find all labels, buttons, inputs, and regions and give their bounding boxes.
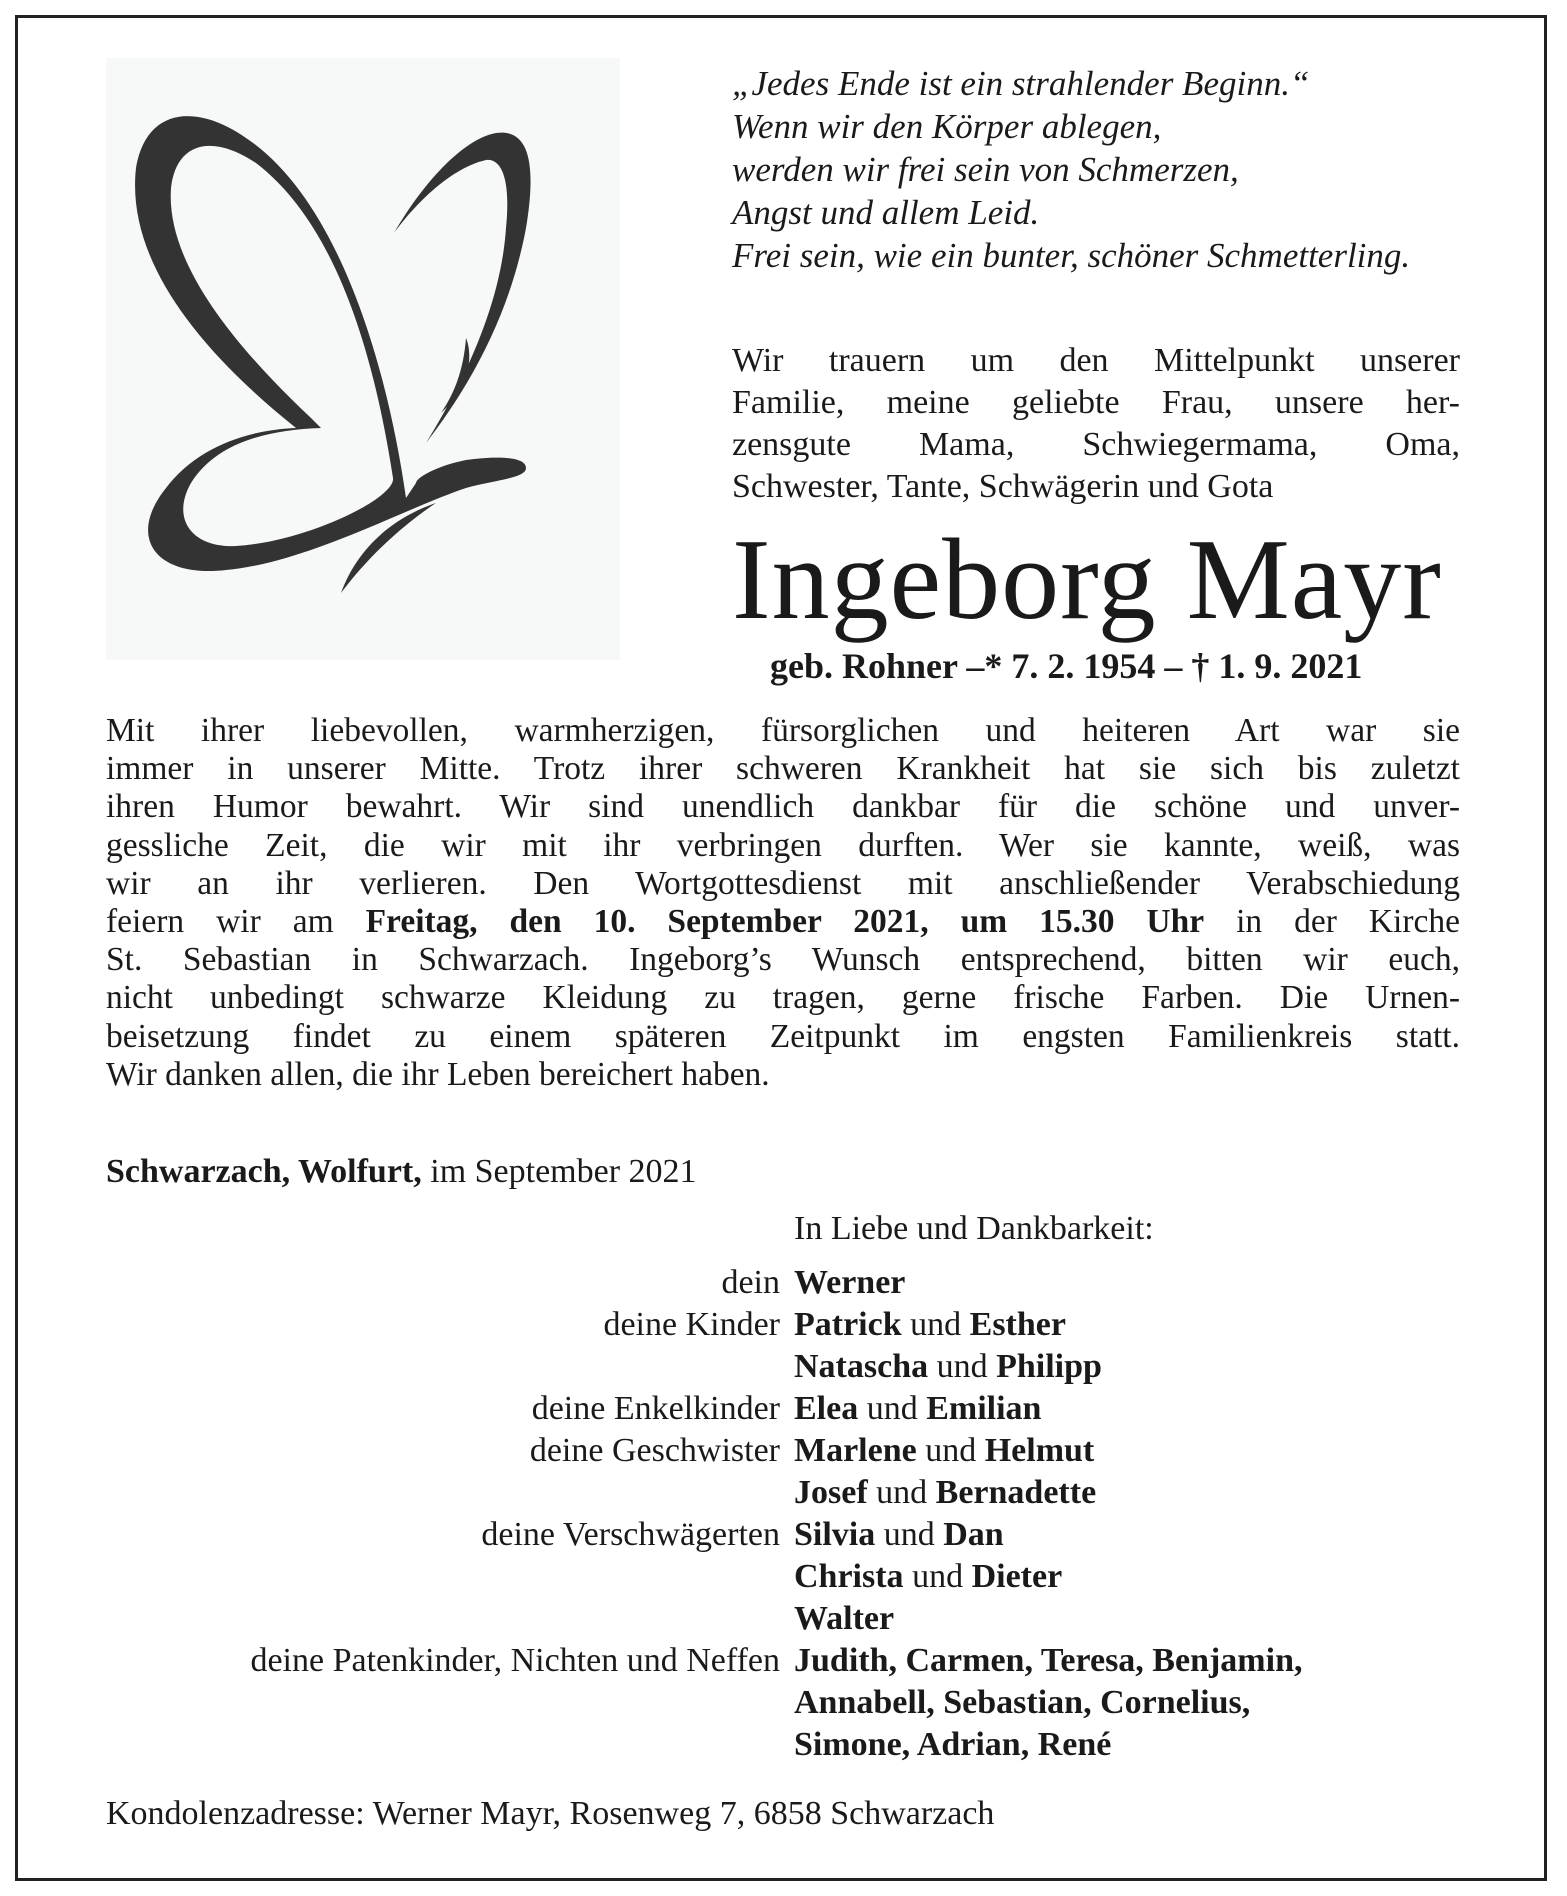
mourner-name: Silvia — [794, 1516, 876, 1553]
body-line: immer in unserer Mitte. Trotz ihrer schweren Krankheit hat sie sich bis zuletzt — [106, 750, 1460, 788]
body-line: nicht unbedingt schwarze Kleidung zu tragen, gerne frische Farben. Die Urnen- — [106, 979, 1460, 1017]
signature-row — [0, 1304, 1567, 1346]
mourner-names — [794, 1346, 1102, 1388]
intro-line: Schwester, Tante, Schwägerin und Gota — [732, 468, 1274, 505]
mourner-name: Josef — [794, 1474, 868, 1511]
signature-row — [0, 1346, 1567, 1388]
body-line: ihren Humor bewahrt. Wir sind unendlich dankbar für die schöne und unver- — [106, 788, 1460, 826]
mourner-name: Simone, Adrian, René — [794, 1726, 1112, 1763]
quote-line: werden wir frei sein von Schmerzen, — [732, 150, 1239, 189]
conjunction: und — [867, 1474, 936, 1511]
birth-death-dates: geb. Rohner –* 7. 2. 1954 – † 1. 9. 2021 — [770, 646, 1363, 686]
mourner-name: Christa — [794, 1558, 904, 1595]
quote-line: Wenn wir den Körper ablegen, — [732, 107, 1162, 146]
mourner-names — [794, 1724, 1111, 1766]
mourner-name: Esther — [969, 1306, 1066, 1343]
mourner-name: Annabell, Sebastian, Cornelius, — [794, 1684, 1251, 1721]
body-line: gessliche Zeit, die wir mit ihr verbringen durften. Wer sie kannte, weiß, was — [106, 826, 1460, 864]
mourner-names — [794, 1304, 1066, 1346]
mourner-names — [794, 1556, 1062, 1598]
signature-row — [0, 1472, 1567, 1514]
signature-row — [0, 1430, 1567, 1472]
body-line: Wir danken allen, die ihr Leben bereichert haben. — [106, 1055, 770, 1093]
quote — [732, 62, 1532, 277]
relation-label: deine Enkelkinder — [531, 1390, 780, 1427]
signatures — [0, 1262, 1567, 1766]
intro-line: zensgute Mama, Schwiegermama, Oma, — [732, 426, 1460, 463]
conjunction: und — [903, 1558, 972, 1595]
signature-row — [0, 1640, 1567, 1682]
body-line: beisetzung findet zu einem späteren Zeitpunkt im engsten Familienkreis statt. — [106, 1017, 1460, 1055]
service-post: in der Kirche — [1236, 903, 1460, 941]
mourner-name: Elea — [794, 1390, 859, 1427]
intro-text — [732, 340, 1460, 508]
mourner-names — [794, 1472, 1096, 1514]
signature-row — [0, 1388, 1567, 1430]
conjunction: und — [901, 1306, 970, 1343]
relation-label: deine Verschwägerten — [481, 1516, 780, 1553]
signature-row — [0, 1598, 1567, 1640]
mourner-name: Werner — [794, 1264, 906, 1301]
signature-row — [0, 1556, 1567, 1598]
deceased-name: Ingeborg Mayr — [732, 516, 1442, 644]
mourner-name: Philipp — [996, 1348, 1102, 1385]
relation-label — [0, 1598, 780, 1640]
service-line — [106, 903, 1460, 941]
mourner-names — [794, 1640, 1302, 1682]
relation-label — [0, 1346, 780, 1388]
place-month: im September 2021 — [430, 1153, 697, 1190]
mourner-name: Dieter — [971, 1558, 1063, 1595]
body-line: St. Sebastian in Schwarzach. Ingeborg’s Wunsch entsprechend, bitten wir euch, — [106, 941, 1460, 979]
condolence-address: Kondolenzadresse: Werner Mayr, Rosenweg 7, 6858 Schwarzach — [106, 1795, 995, 1832]
place-date — [106, 1153, 697, 1191]
service-pre: feiern wir am — [106, 903, 334, 941]
mourner-names — [794, 1682, 1250, 1724]
relation-label — [0, 1682, 780, 1724]
relation-label: deine Kinder — [603, 1306, 780, 1343]
intro-line: Wir trauern um den Mittelpunkt unserer — [732, 342, 1460, 379]
mourner-name: Marlene — [794, 1432, 917, 1469]
conjunction: und — [875, 1516, 944, 1553]
relation-label: deine Geschwister — [529, 1432, 780, 1469]
relation-label — [0, 1556, 780, 1598]
quote-line: „Jedes Ende ist ein strahlender Beginn.“ — [732, 64, 1310, 103]
mourner-name: Emilian — [926, 1390, 1042, 1427]
mourner-name: Walter — [794, 1600, 895, 1637]
signature-row — [0, 1682, 1567, 1724]
thanks-line: In Liebe und Dankbarkeit: — [794, 1210, 1154, 1247]
mourner-name: Patrick — [794, 1306, 902, 1343]
mourner-names — [794, 1598, 894, 1640]
signature-row — [0, 1724, 1567, 1766]
butterfly-icon — [106, 58, 620, 660]
conjunction: und — [928, 1348, 997, 1385]
body-line: Mit ihrer liebevollen, warmherzigen, fürsorglichen und heiteren Art war sie — [106, 712, 1460, 749]
place-names: Schwarzach, Wolfurt, — [106, 1153, 422, 1190]
body-text — [106, 712, 1460, 1094]
signature-row — [0, 1262, 1567, 1304]
quote-line: Angst und allem Leid. — [732, 193, 1040, 232]
mourner-name: Judith, Carmen, Teresa, Benjamin, — [794, 1642, 1303, 1679]
mourner-name: Natascha — [794, 1348, 929, 1385]
mourner-names — [794, 1430, 1094, 1472]
conjunction: und — [858, 1390, 927, 1427]
mourner-names — [794, 1388, 1041, 1430]
mourner-name: Helmut — [984, 1432, 1095, 1469]
signature-row — [0, 1514, 1567, 1556]
relation-label — [0, 1472, 780, 1514]
service-date: Freitag, den 10. September 2021, um 15.30 Uhr — [365, 903, 1205, 941]
mourner-names — [794, 1514, 1004, 1556]
mourner-name: Dan — [943, 1516, 1004, 1553]
mourner-names — [794, 1262, 905, 1304]
relation-label: deine Patenkinder, Nichten und Neffen — [250, 1642, 780, 1679]
conjunction: und — [916, 1432, 985, 1469]
relation-label: dein — [721, 1264, 780, 1301]
intro-line: Familie, meine geliebte Frau, unsere her- — [732, 384, 1460, 421]
mourner-name: Bernadette — [935, 1474, 1097, 1511]
body-line: wir an ihr verlieren. Den Wortgottesdienst mit anschließender Verabschiedung — [106, 864, 1460, 902]
relation-label — [0, 1724, 780, 1766]
quote-line: Frei sein, wie ein bunter, schöner Schmetterling. — [732, 236, 1411, 275]
